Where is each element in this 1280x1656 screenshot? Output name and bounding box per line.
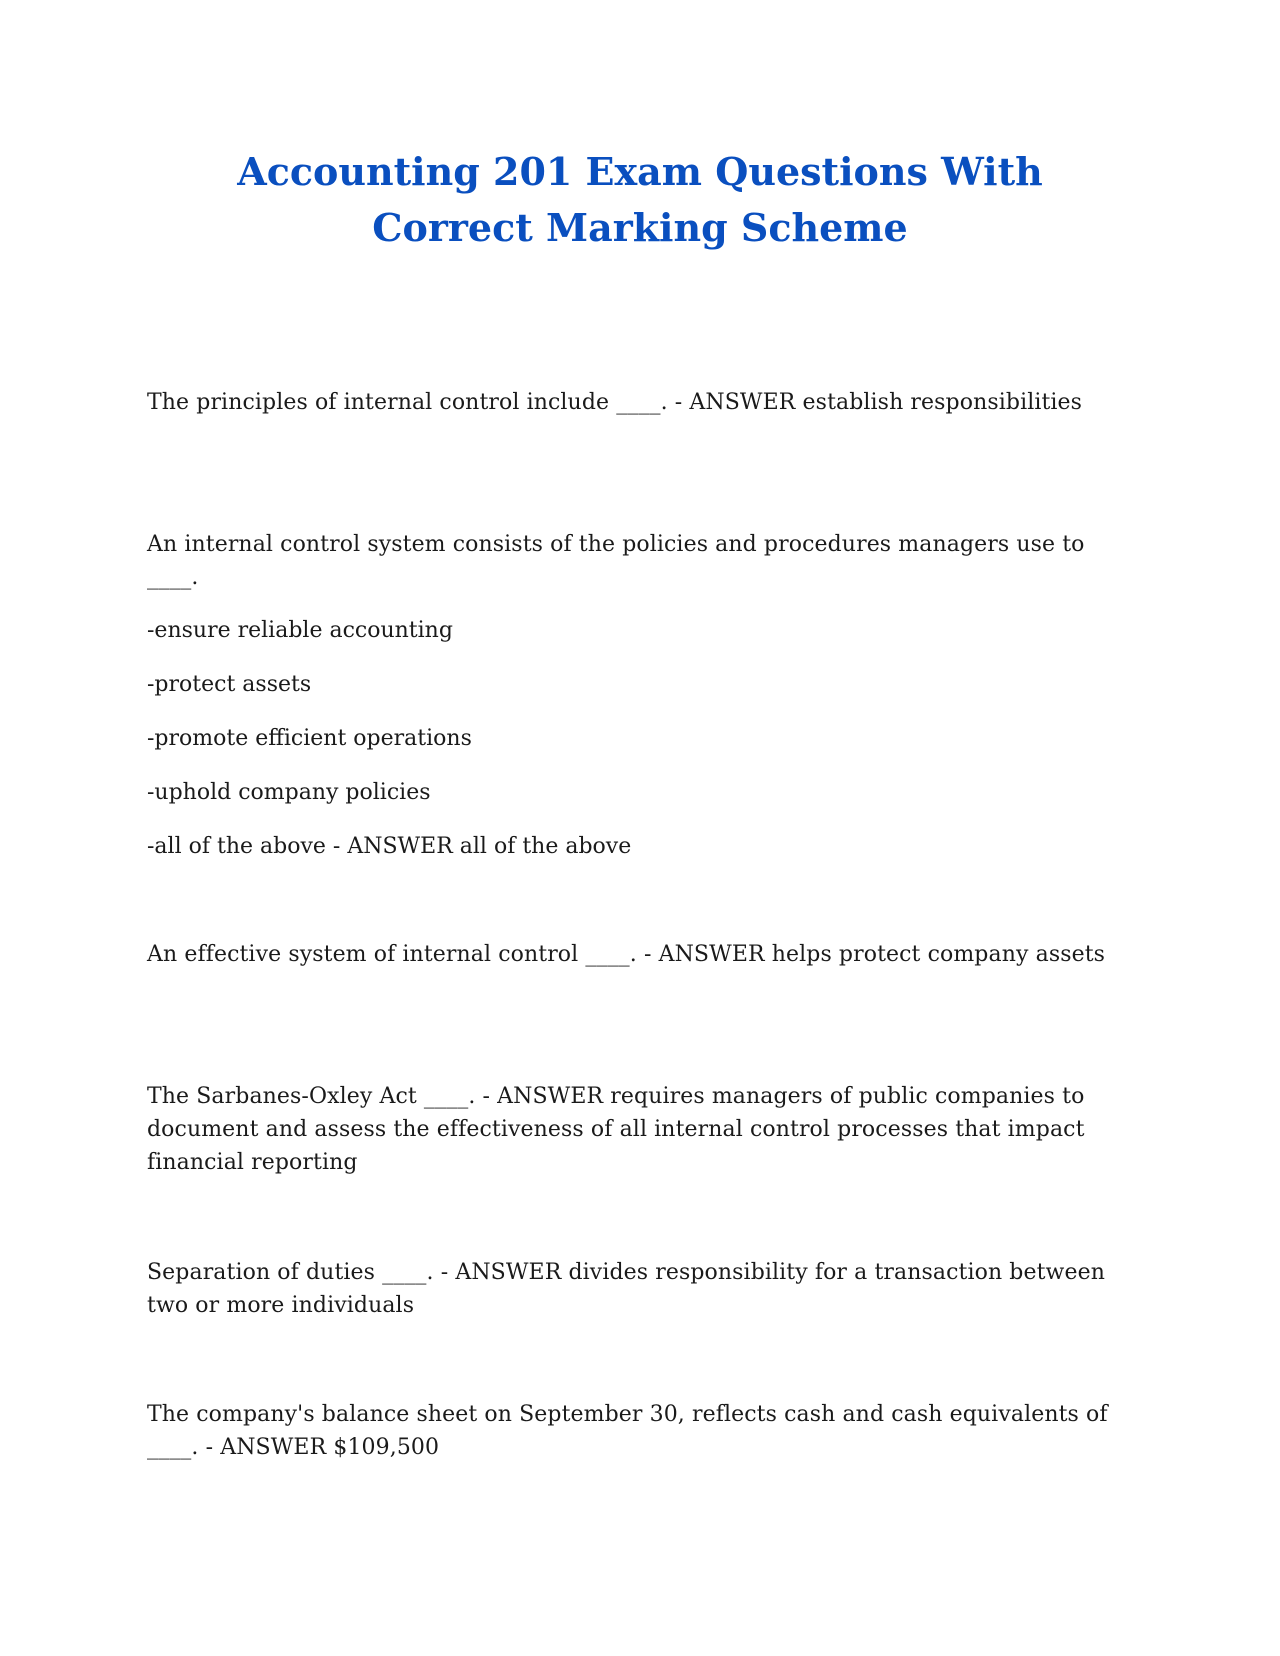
question-6: The company's balance sheet on September 30, reflects cash and cash equivalents of ____. - ANSWER $109,500 [147,1402,1108,1460]
question-2-option-2: -protect assets [147,672,312,697]
question-5: Separation of duties ____. - ANSWER divides responsibility for a transaction between two or more individuals [147,1260,1105,1318]
question-3: An effective system of internal control ____. - ANSWER helps protect company assets [147,942,1106,967]
question-4: The Sarbanes-Oxley Act ____. - ANSWER requires managers of public companies to document and assess the effectiveness of all internal control processes that impact financial reporting [147,1084,1085,1175]
question-2-option-1: -ensure reliable accounting [147,618,453,643]
title-line-2: Correct Marking Scheme [372,205,908,250]
title-line-1: Accounting 201 Exam Questions With [237,149,1043,194]
question-2-option-5: -all of the above - ANSWER all of the above [147,834,632,859]
question-1: The principles of internal control include ____. - ANSWER establish responsibilities [147,390,1083,415]
document-title [140,144,1140,256]
question-2: An internal control system consists of the policies and procedures managers use to ____. [147,532,1085,590]
question-2-option-4: -uphold company policies [147,780,431,805]
question-2-option-3: -promote efficient operations [147,726,472,751]
